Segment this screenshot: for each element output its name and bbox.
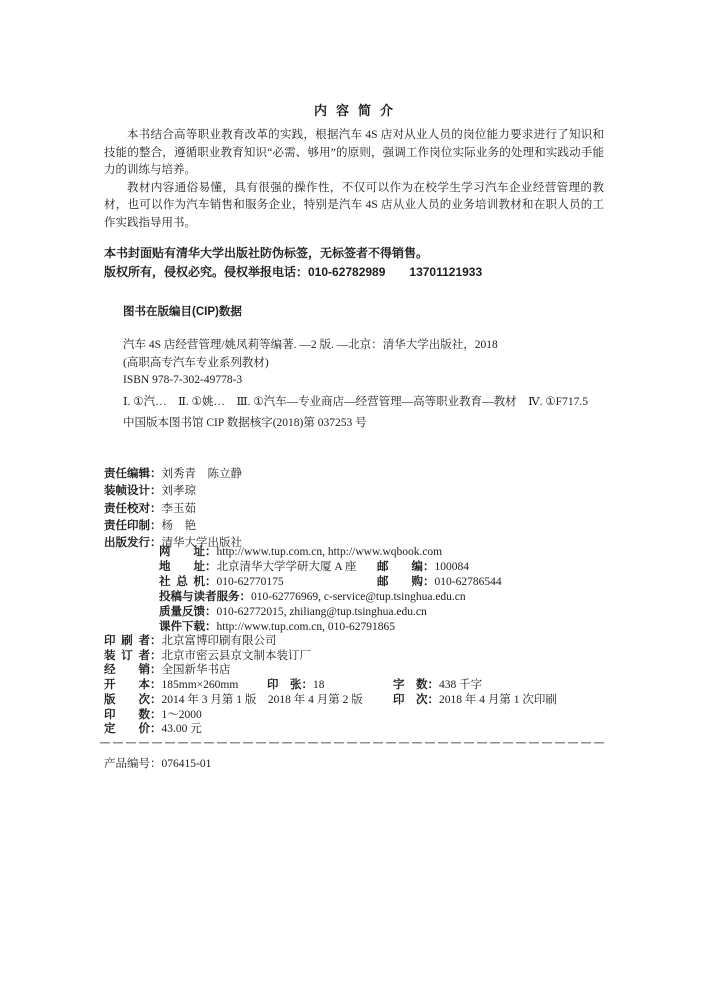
credit-value: 李玉茹	[161, 502, 196, 515]
credit-label: 装帧设计：	[104, 485, 162, 498]
copyright-report-line: 版权所有，侵权必究。侵权举报电话：010-62782989 13701121933	[104, 265, 483, 279]
print-value: 2018 年 4 月第 1 次印刷	[439, 693, 557, 706]
anti-counterfeit-label-line: 本书封面贴有清华大学出版社防伪标签，无标签者不得销售。	[104, 246, 429, 260]
cip-classification-line: Ⅰ. ①汽… Ⅱ. ①姚… Ⅲ. ①汽车—专业商店—经营管理—高等职业教育—教材 Ⅳ. ①F717.5	[123, 395, 588, 408]
credit-row-printing-supervisor	[104, 518, 604, 535]
detail-value: http://www.tup.com.cn, 010-62791865	[216, 621, 395, 633]
print-run-row	[104, 708, 607, 723]
credit-label: 出版发行：	[104, 537, 162, 550]
cip-isbn-line: ISBN 978-7-302-49778-3	[123, 374, 243, 387]
print-label: 开 本：	[104, 679, 162, 692]
cip-title-author-line: 汽车 4S 店经营管理/姚凤莉等编著. —2 版. —北京：清华大学出版社，2018	[123, 339, 498, 351]
credit-row-proofreader	[104, 501, 604, 518]
publisher-address-row	[159, 560, 607, 575]
print-value: 18	[313, 679, 325, 692]
print-value: 43.00 元	[161, 723, 202, 736]
detail-label: 课件下载：	[159, 621, 217, 633]
mail-order-column	[377, 575, 502, 590]
detail-value: http://www.tup.com.cn, http://www.wqbook.com	[216, 546, 443, 558]
detail-label: 地 址：	[159, 561, 217, 573]
print-label: 版 次：	[104, 693, 162, 706]
printer-row	[104, 634, 607, 649]
dashed-divider	[100, 742, 607, 744]
publisher-details-block	[159, 545, 607, 635]
price-row	[104, 722, 607, 737]
detail-label: 邮 编：	[377, 561, 435, 573]
distributor-row	[104, 663, 607, 678]
publisher-switchboard-row	[159, 575, 607, 590]
format-row	[104, 678, 607, 693]
credits-block	[104, 466, 604, 552]
impression-column	[393, 693, 557, 708]
content-summary	[104, 127, 604, 233]
detail-value: 100084	[434, 561, 469, 573]
credit-value: 杨 艳	[161, 519, 196, 532]
print-label: 定 价：	[104, 723, 162, 736]
product-code-row	[104, 756, 211, 773]
print-label: 装 订 者：	[104, 649, 162, 662]
detail-value: 010-62770175	[216, 576, 284, 588]
anti-piracy-notice	[104, 244, 604, 282]
detail-label: 社 总 机：	[159, 576, 217, 588]
credit-row-editor	[104, 466, 604, 483]
cip-record-number-line: 中国版本图书馆 CIP 数据核字(2018)第 037253 号	[123, 417, 367, 430]
print-value: 北京富博印刷有限公司	[161, 635, 277, 647]
quality-feedback-row	[159, 605, 607, 620]
credit-row-designer	[104, 483, 604, 500]
cip-block	[123, 337, 609, 433]
reader-service-row	[159, 590, 607, 605]
detail-label: 投稿与读者服务：	[159, 591, 251, 603]
print-label: 印 刷 者：	[104, 635, 162, 647]
detail-label: 网 址：	[159, 546, 217, 558]
credit-label: 责任校对：	[104, 502, 162, 515]
print-label: 印 张：	[267, 679, 313, 692]
print-value: 北京市密云县京文制本装订厂	[161, 649, 311, 662]
printing-info-block	[104, 634, 607, 737]
word-count-column	[393, 678, 482, 693]
detail-value: 010-62772015, zhiliang@tup.tsinghua.edu.cn	[216, 606, 427, 618]
detail-value: 010-62786544	[434, 576, 502, 588]
credit-label: 责任印制：	[104, 519, 162, 532]
credit-value: 刘孝琼	[161, 485, 196, 498]
content-summary-title: 内容简介	[313, 103, 402, 118]
detail-value: 北京清华大学学研大厦 A 座	[216, 561, 357, 573]
detail-label: 邮 购：	[377, 576, 435, 588]
print-value: 1～2000	[161, 708, 202, 721]
product-code-value: 076415-01	[161, 758, 212, 770]
print-value: 全国新华书店	[161, 664, 231, 677]
credit-label: 责任编辑：	[104, 468, 162, 480]
summary-paragraph-1: 本书结合高等职业教育改革的实践，根据汽车 4S 店对从业人员的岗位能力要求进行了知识和技能的整合，遵循职业教育知识“必需、够用”的原则，强调工作岗位实际业务的处理和实践动手能力的训练与培养。	[104, 129, 604, 177]
credit-value: 刘秀青 陈立静	[161, 468, 242, 480]
edition-row	[104, 693, 607, 708]
cip-series-line: (高职高专汽车专业系列教材)	[123, 356, 269, 369]
credit-value: 清华大学出版社	[161, 537, 242, 550]
print-label: 字 数：	[393, 679, 439, 692]
product-code-label: 产品编号：	[104, 758, 162, 770]
publisher-website-row	[159, 545, 607, 560]
print-label: 印 数：	[104, 708, 162, 721]
print-label: 印 次：	[393, 693, 439, 706]
print-value: 2014 年 3 月第 1 版 2018 年 4 月第 2 版	[161, 693, 363, 706]
cip-heading: 图书在版编目(CIP)数据	[123, 306, 242, 318]
postcode-column	[377, 560, 469, 575]
summary-paragraph-2: 教材内容通俗易懂，具有很强的操作性，不仅可以作为在校学生学习汽车企业经营管理的教材，也可以作为汽车销售和服务企业，特别是汽车 4S 店从业人员的业务培训教材和在职人员的工作实践指导用书。	[104, 181, 604, 229]
courseware-download-row	[159, 620, 607, 635]
binder-row	[104, 649, 607, 664]
sheets-column	[267, 678, 325, 693]
print-value: 185mm×260mm	[161, 679, 239, 692]
detail-label: 质量反馈：	[159, 606, 217, 618]
detail-value: 010-62776969, c-service@tup.tsinghua.edu.cn	[251, 591, 466, 603]
print-value: 438 千字	[439, 679, 483, 692]
print-label: 经 销：	[104, 664, 162, 677]
